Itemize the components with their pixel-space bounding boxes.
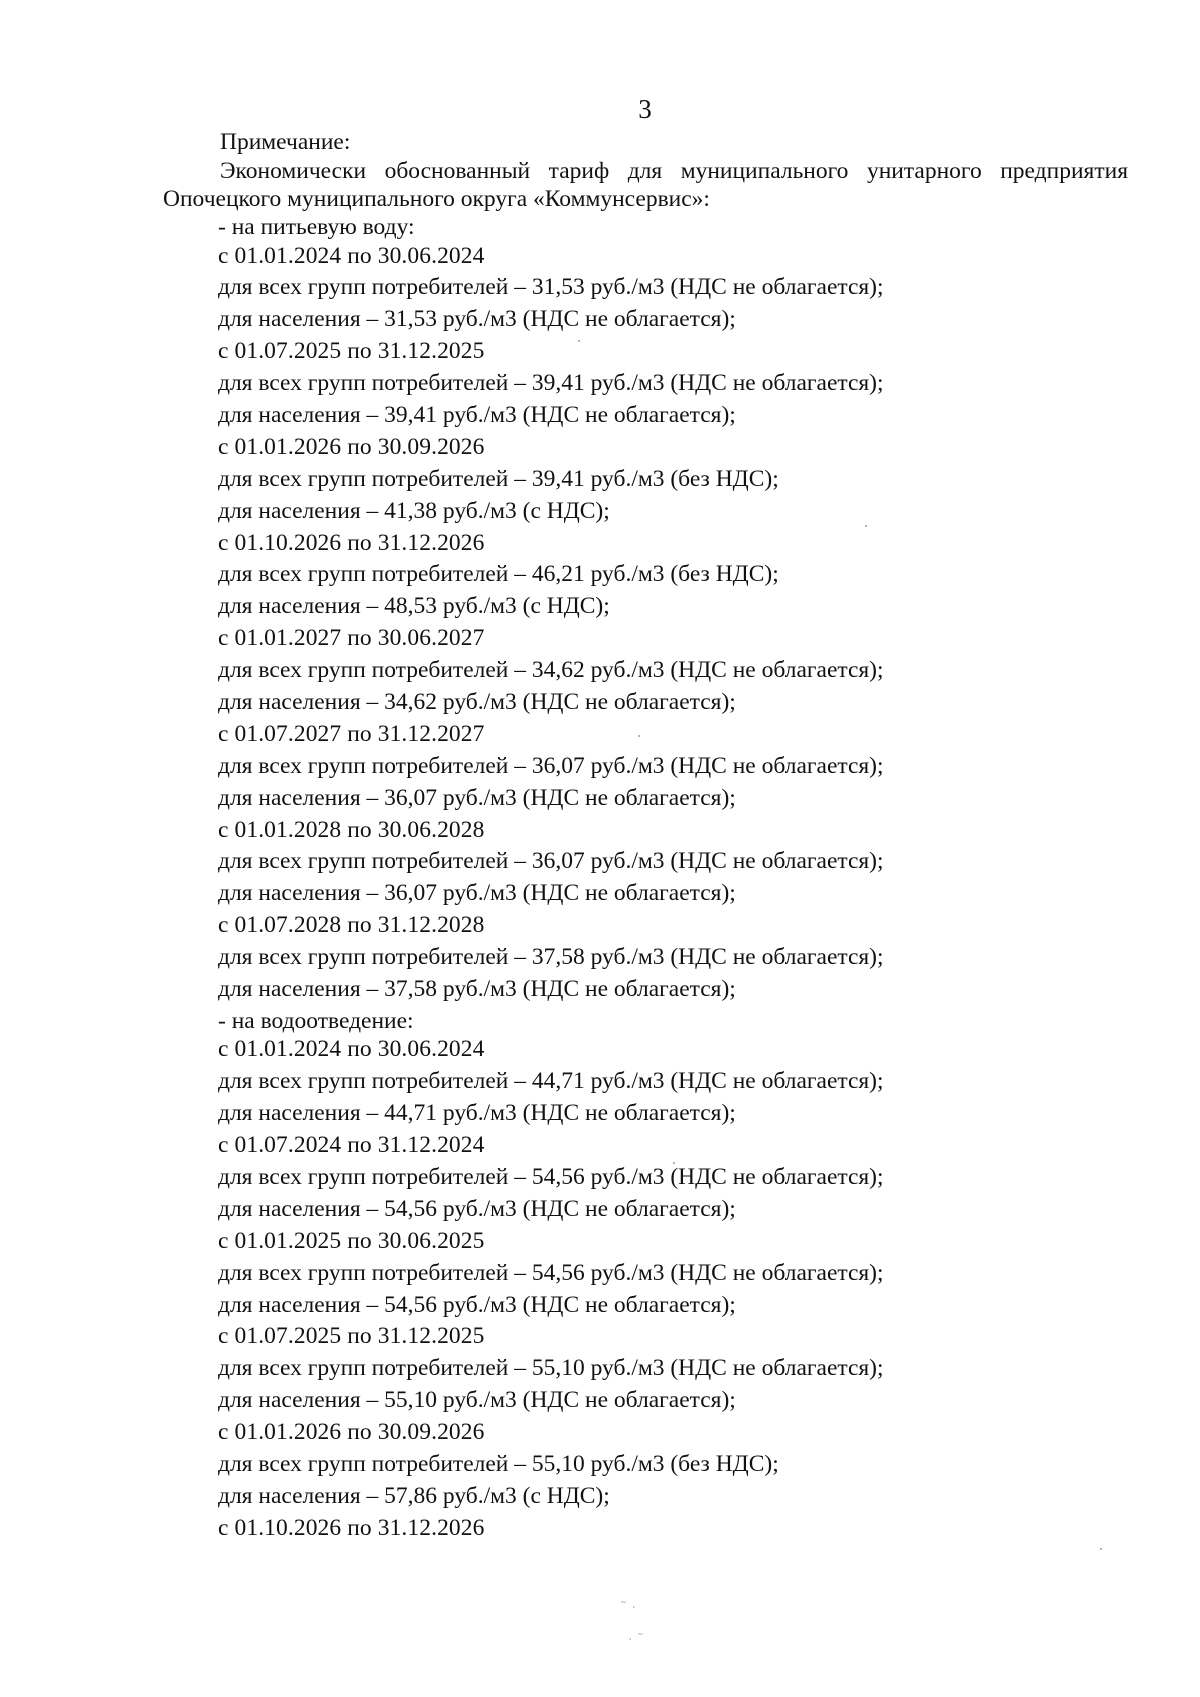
- period-line: с 01.07.2024 по 31.12.2024: [218, 1132, 485, 1159]
- scan-speck: [673, 1162, 675, 1164]
- period-line: с 01.01.2024 по 30.06.2024: [218, 242, 485, 269]
- rate-line: для всех групп потребителей – 34,62 руб./м3 (НДС не облагается);: [218, 657, 884, 684]
- period-line: с 01.01.2024 по 30.06.2024: [218, 1036, 485, 1063]
- period-line: с 01.07.2025 по 31.12.2025: [218, 1323, 485, 1350]
- note-label: Примечание:: [220, 129, 351, 155]
- rate-line: для всех групп потребителей – 39,41 руб./м3 (НДС не облагается);: [218, 370, 884, 397]
- rate-line: для всех групп потребителей – 39,41 руб./м3 (без НДС);: [218, 465, 779, 492]
- rate-line: для населения – 36,07 руб./м3 (НДС не облагается);: [218, 784, 736, 811]
- period-line: с 01.01.2026 по 30.09.2026: [218, 433, 485, 460]
- rate-line: для населения – 54,56 руб./м3 (НДС не облагается);: [218, 1291, 736, 1318]
- rate-line: для населения – 57,86 руб./м3 (с НДС);: [218, 1482, 610, 1509]
- rate-line: для всех групп потребителей – 55,10 руб./м3 (НДС не облагается);: [218, 1355, 884, 1382]
- rate-line: для всех групп потребителей – 54,56 руб./м3 (НДС не облагается);: [218, 1259, 884, 1286]
- page-number: 3: [638, 94, 652, 124]
- period-line: с 01.01.2028 по 30.06.2028: [218, 816, 485, 843]
- rate-line: для населения – 48,53 руб./м3 (с НДС);: [218, 593, 610, 620]
- rate-line: для всех групп потребителей – 31,53 руб./м3 (НДС не облагается);: [218, 274, 884, 301]
- scan-speck: [578, 340, 580, 342]
- scan-speck: [865, 525, 867, 527]
- scan-speck: [1100, 1548, 1102, 1550]
- scan-smudge: · ˜: [628, 1632, 644, 1648]
- rate-line: для населения – 36,07 руб./м3 (НДС не облагается);: [218, 880, 736, 907]
- rate-line: для всех групп потребителей – 46,21 руб./м3 (без НДС);: [218, 561, 779, 588]
- period-line: с 01.07.2027 по 31.12.2027: [218, 720, 485, 747]
- rate-line: для всех групп потребителей – 44,71 руб./м3 (НДС не облагается);: [218, 1068, 884, 1095]
- period-line: с 01.07.2028 по 31.12.2028: [218, 912, 485, 939]
- period-line: с 01.01.2025 по 30.06.2025: [218, 1227, 485, 1254]
- rate-line: для населения – 31,53 руб./м3 (НДС не облагается);: [218, 306, 736, 333]
- period-line: с 01.01.2027 по 30.06.2027: [218, 625, 485, 652]
- rate-line: для населения – 37,58 руб./м3 (НДС не облагается);: [218, 975, 736, 1002]
- rate-line: для всех групп потребителей – 37,58 руб./м3 (НДС не облагается);: [218, 944, 884, 971]
- rate-line: для населения – 55,10 руб./м3 (НДС не облагается);: [218, 1387, 736, 1414]
- rate-line: для всех групп потребителей – 36,07 руб./м3 (НДС не облагается);: [218, 752, 884, 779]
- rate-line: для населения – 54,56 руб./м3 (НДС не облагается);: [218, 1195, 736, 1222]
- rate-line: для всех групп потребителей – 54,56 руб./м3 (НДС не облагается);: [218, 1163, 884, 1190]
- section-heading: - на питьевую воду:: [218, 214, 415, 240]
- rate-line: для всех групп потребителей – 55,10 руб./м3 (без НДС);: [218, 1450, 779, 1477]
- period-line: с 01.10.2026 по 31.12.2026: [218, 529, 485, 556]
- rate-line: для населения – 41,38 руб./м3 (с НДС);: [218, 497, 610, 524]
- document-body: [163, 128, 1128, 1546]
- section-heading: - на водоотведение:: [218, 1007, 414, 1034]
- scan-speck: [638, 735, 640, 737]
- period-line: с 01.01.2026 по 30.09.2026: [218, 1419, 485, 1446]
- rate-line: для населения – 44,71 руб./м3 (НДС не облагается);: [218, 1100, 736, 1127]
- period-line: с 01.10.2026 по 31.12.2026: [218, 1514, 485, 1541]
- intro-paragraph: Экономически обоснованный тариф для муниципального унитарного предприятия Опочецкого муниципального округа «Коммунсервис»:: [163, 158, 1128, 212]
- scan-smudge: ˜ ·: [620, 1600, 636, 1616]
- period-line: с 01.07.2025 по 31.12.2025: [218, 338, 485, 365]
- rate-line: для населения – 34,62 руб./м3 (НДС не облагается);: [218, 688, 736, 715]
- tariff-list: [163, 213, 1128, 1546]
- rate-line: для населения – 39,41 руб./м3 (НДС не облагается);: [218, 401, 736, 428]
- rate-line: для всех групп потребителей – 36,07 руб./м3 (НДС не облагается);: [218, 848, 884, 875]
